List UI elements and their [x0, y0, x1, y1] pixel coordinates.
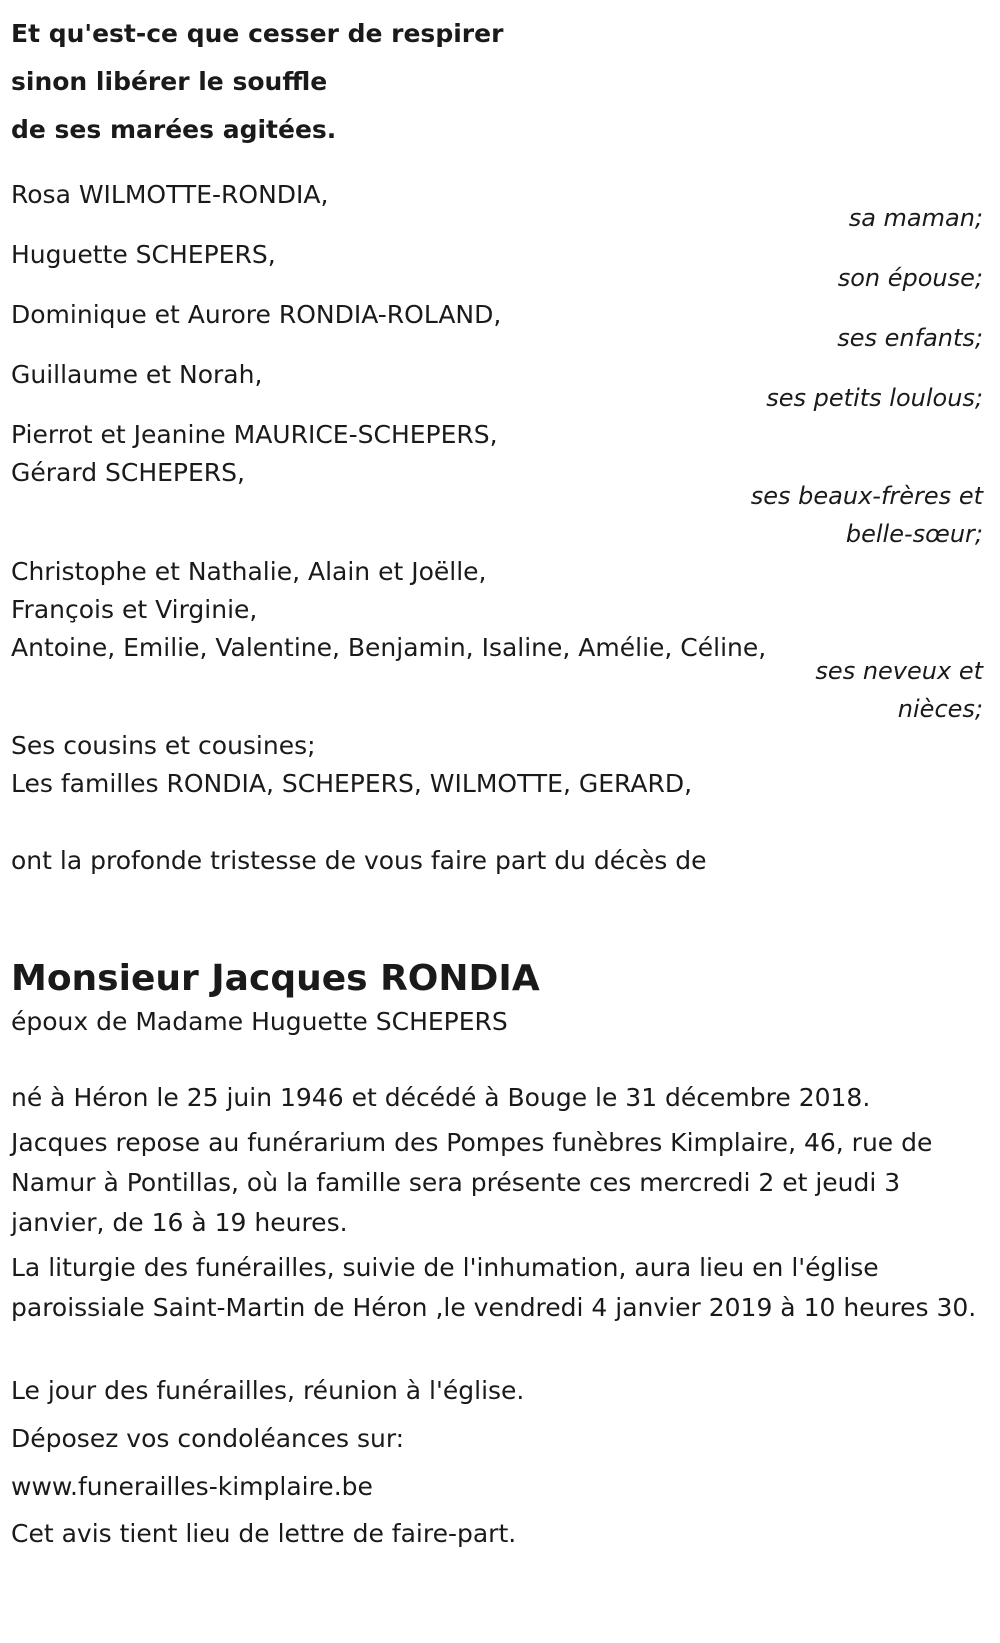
spouse-line: époux de Madame Huguette SCHEPERS: [11, 1007, 508, 1036]
family-wife: Huguette SCHEPERS,: [11, 240, 276, 269]
epigraph-poem: [11, 10, 503, 154]
role-inlaws-line2: belle-sœur;: [845, 520, 983, 548]
deceased-name: Monsieur Jacques RONDIA: [11, 958, 540, 999]
role-children: ses enfants;: [837, 324, 983, 352]
family-grandchildren: Guillaume et Norah,: [11, 360, 263, 389]
condolences-label: Déposez vos condoléances sur:: [11, 1424, 405, 1453]
family-inlaws-line2: Gérard SCHEPERS,: [11, 458, 245, 487]
announcement-text: ont la profonde tristesse de vous faire part du décès de: [11, 846, 707, 875]
birth-death-line: né à Héron le 25 juin 1946 et décédé à Bouge le 31 décembre 2018.: [11, 1083, 871, 1112]
poem-line: Et qu'est-ce que cesser de respirer: [11, 19, 504, 48]
family-extended: Les familles RONDIA, SCHEPERS, WILMOTTE, GERARD,: [11, 769, 693, 798]
liturgy-paragraph: La liturgie des funérailles, suivie de l'inhumation, aura lieu en l'église paroissiale Saint-Martin de Héron ,le vendredi 4 janvier 2019 à 10 heures 30.: [11, 1253, 977, 1322]
family-inlaws-line1: Pierrot et Jeanine MAURICE-SCHEPERS,: [11, 420, 498, 449]
role-mother: sa maman;: [848, 204, 983, 232]
role-wife: son épouse;: [837, 264, 983, 292]
role-grandchildren: ses petits loulous;: [766, 384, 983, 412]
family-nephews-line3: Antoine, Emilie, Valentine, Benjamin, Isaline, Amélie, Céline,: [11, 633, 767, 662]
website-link[interactable]: www.funerailles-kimplaire.be: [11, 1472, 373, 1501]
family-nephews-line2: François et Virginie,: [11, 595, 258, 624]
closing-line: Cet avis tient lieu de lettre de faire-part.: [11, 1519, 517, 1548]
role-nephews-line1: ses neveux et: [815, 657, 983, 685]
role-nephews-line2: nièces;: [897, 695, 983, 723]
role-inlaws-line1: ses beaux-frères et: [750, 482, 983, 510]
family-mother: Rosa WILMOTTE-RONDIA,: [11, 180, 329, 209]
family-nephews-line1: Christophe et Nathalie, Alain et Joëlle,: [11, 557, 487, 586]
family-cousins: Ses cousins et cousines;: [11, 731, 316, 760]
family-children: Dominique et Aurore RONDIA-ROLAND,: [11, 300, 502, 329]
poem-line: sinon libérer le souffle: [11, 67, 328, 96]
funeral-home-paragraph: Jacques repose au funérarium des Pompes funèbres Kimplaire, 46, rue de Namur à Pontillas, où la famille sera présente ces mercredi 2 et jeudi 3 janvier, de 16 à 19 heures.: [11, 1128, 933, 1237]
poem-line: de ses marées agitées.: [11, 115, 337, 144]
gathering-line: Le jour des funérailles, réunion à l'église.: [11, 1376, 525, 1405]
